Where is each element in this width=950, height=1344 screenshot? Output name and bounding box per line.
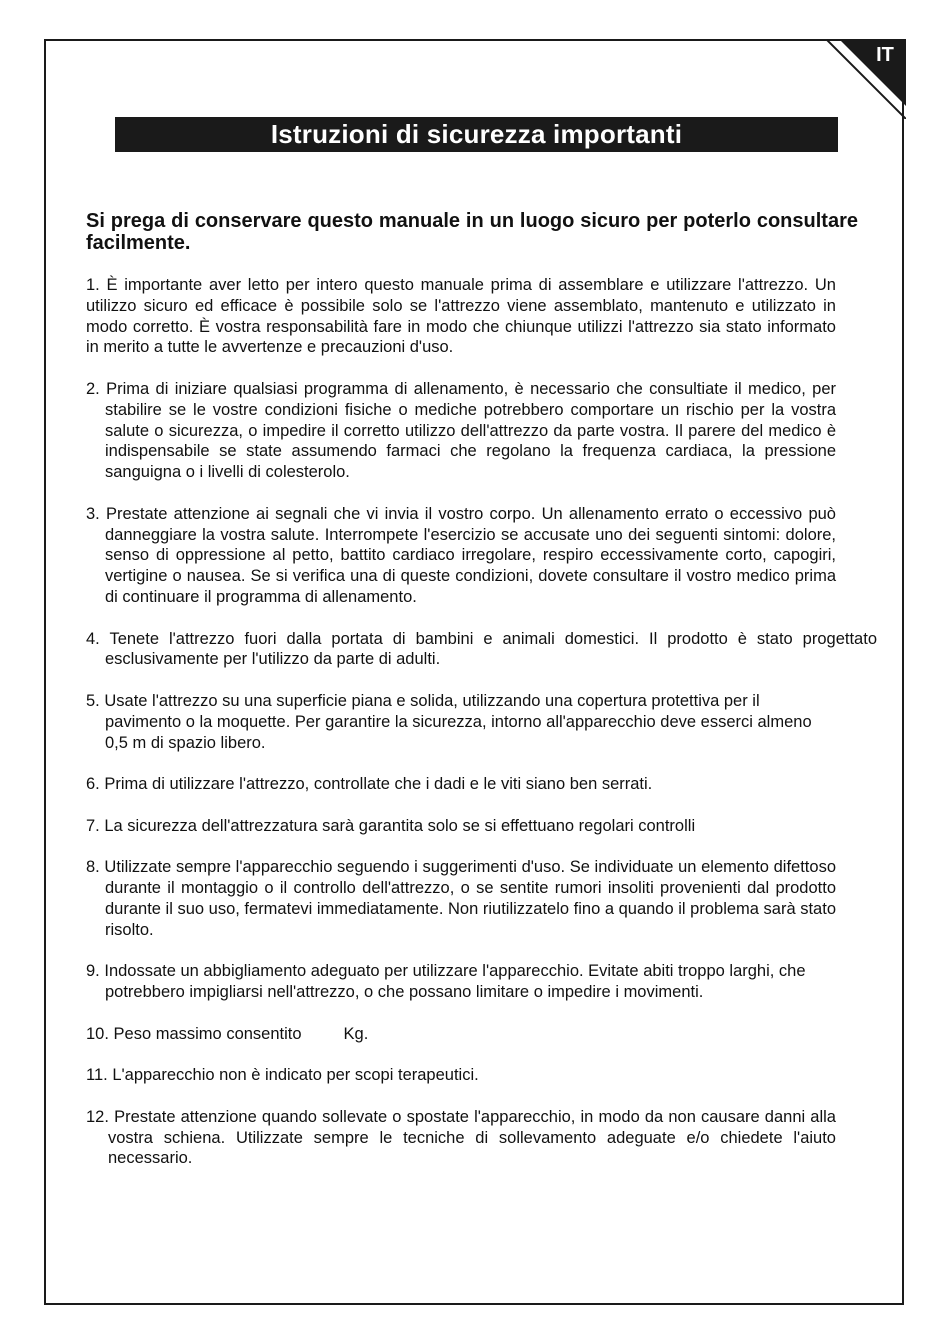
item-text: Prestate attenzione quando sollevate o spostate l'apparecchio, in modo da non causare danni alla vostra schiena. Utilizzate sempre le tecniche di sollevamento adeguate e/o chiedete l'aiuto necessario. <box>108 1107 836 1168</box>
list-item <box>86 961 836 1003</box>
list-item <box>86 1024 836 1045</box>
item-number: 8. <box>86 858 100 877</box>
list-item <box>86 691 836 753</box>
item-number: 5. <box>86 691 100 710</box>
intro-text: Si prega di conservare questo manuale in un luogo sicuro per poterlo consultare facilmente. <box>86 210 858 254</box>
item-text: Peso massimo consentito <box>113 1024 302 1043</box>
item-number: 12. <box>86 1107 109 1126</box>
language-code: IT <box>876 44 894 66</box>
item-text: Prima di iniziare qualsiasi programma di allenamento, è necessario che consultiate il medico, per stabilire se le vostre condizioni fisiche o mediche potrebbero comportare un rischio per la vostra salute o sicurezza, o impedire il corretto utilizzo dell'attrezzo da parte vostra. Il parere del medico è indispensabile se state assumendo farmaci che regolano la frequenza cardiaca, la pressione sanguigna o i livelli di colesterolo. <box>105 379 836 482</box>
list-item <box>86 1065 836 1086</box>
list-item <box>86 379 836 483</box>
item-number: 1. <box>86 276 100 294</box>
item-text: Usate l'attrezzo su una superficie piana e solida, utilizzando una copertura protettiva per il pavimento o la moquette. Per garantire la sicurezza, intorno all'apparecchio deve esserci almeno 0,5 m di spazio libero. <box>104 691 812 752</box>
item-number: 6. <box>86 775 100 794</box>
item-number: 9. <box>86 962 100 981</box>
item-text: Tenete l'attrezzo fuori dalla portata di bambini e animali domestici. Il prodotto è stato progettato esclusivamente per l'utilizzo da parte di adulti. <box>105 629 877 669</box>
page-title: Istruzioni di sicurezza importanti <box>115 117 838 152</box>
list-item <box>86 275 836 358</box>
item-text: È importante aver letto per intero questo manuale prima di assemblare e utilizzare l'attrezzo. Un utilizzo sicuro ed efficace è possibile solo se l'attrezzo viene assemblato, mantenuto e utilizzato in modo corretto. È vostra responsabilità fare in modo che chiunque utilizzi l'attrezzo sia stato informato in merito a tutte le avvertenze e precauzioni d'uso. <box>86 276 836 357</box>
item-number: 2. <box>86 379 100 398</box>
safety-instructions-list <box>86 275 877 1190</box>
item-number: 10. <box>86 1024 109 1043</box>
item-text: Prestate attenzione ai segnali che vi invia il vostro corpo. Un allenamento errato o eccessivo può danneggiare la vostra salute. Interrompete l'esercizio se accusate uno dei seguenti sintomi: dolore, senso di oppressione al petto, battito cardiaco irregolare, respiro eccessivamente corto, capogiri, vertigine o nausea. Se si verifica una di queste condizioni, dovete consultare il vostro medico prima di continuare il programma di allenamento. <box>105 504 836 606</box>
item-number: 11. <box>86 1066 108 1085</box>
item-text: Utilizzate sempre l'apparecchio seguendo i suggerimenti d'uso. Se individuate un elemento difettoso durante il montaggio o il controllo dell'attrezzo, o se sentite rumori insoliti provenienti dal prodotto durante il suo uso, fermatevi immediatamente. Non riutilizzatelo fino a quando il problema sarà stato risolto. <box>104 858 836 939</box>
item-number: 4. <box>86 629 100 648</box>
item-text: Prima di utilizzare l'attrezzo, controllate che i dadi e le viti siano ben serrati. <box>104 775 653 794</box>
list-item <box>86 774 836 795</box>
list-item <box>86 504 836 608</box>
item-text: La sicurezza dell'attrezzatura sarà garantita solo se si effettuano regolari controlli <box>104 816 696 835</box>
list-item <box>86 816 836 837</box>
item-number: 7. <box>86 816 100 835</box>
list-item <box>86 1107 836 1169</box>
item-number: 3. <box>86 504 100 523</box>
weight-unit: Kg. <box>343 1024 369 1043</box>
list-item <box>86 857 836 940</box>
item-text: L'apparecchio non è indicato per scopi terapeutici. <box>112 1066 479 1085</box>
item-text: Indossate un abbigliamento adeguato per utilizzare l'apparecchio. Evitate abiti troppo larghi, che potrebbero impigliarsi nell'attrezzo, o che possano limitare o impedire i movimenti. <box>104 962 806 1002</box>
list-item <box>86 629 877 671</box>
